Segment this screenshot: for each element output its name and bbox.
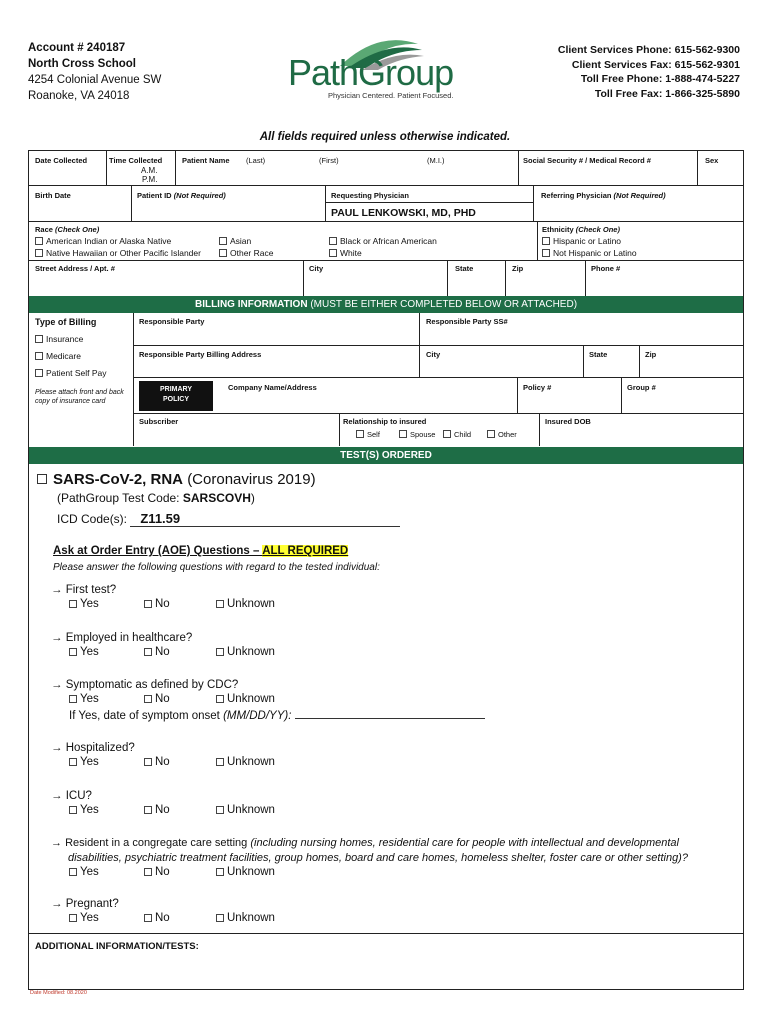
checkbox-icon bbox=[35, 335, 43, 343]
relation-spouse[interactable]: Spouse bbox=[399, 430, 435, 439]
q6-unknown[interactable]: Unknown bbox=[216, 866, 275, 878]
pm-label: P.M. bbox=[142, 175, 158, 184]
q5-yes[interactable]: Yes bbox=[69, 804, 99, 816]
billing-self-pay[interactable]: Patient Self Pay bbox=[35, 368, 106, 378]
subscriber-label: Subscriber bbox=[139, 417, 179, 426]
checkbox-icon bbox=[35, 249, 43, 257]
additional-info-label: ADDITIONAL INFORMATION/TESTS: bbox=[35, 941, 199, 952]
time-collected-label: Time Collected bbox=[109, 156, 163, 165]
billing-state-label: State bbox=[589, 350, 608, 359]
billing-band: BILLING INFORMATION (MUST BE EITHER COMPLETED BELOW OR ATTACHED) bbox=[29, 296, 743, 313]
symptom-onset-line: If Yes, date of symptom onset (MM/DD/YY): bbox=[69, 708, 485, 722]
billing-medicare[interactable]: Medicare bbox=[35, 351, 81, 361]
race-option-4[interactable]: Native Hawaiian or Other Pacific Islander bbox=[35, 248, 201, 258]
q4-unknown[interactable]: Unknown bbox=[216, 756, 275, 768]
toll-free-fax: Toll Free Fax: 1-866-325-5890 bbox=[594, 87, 740, 100]
birth-date-label: Birth Date bbox=[35, 191, 71, 200]
referring-physician-label: Referring Physician (Not Required) bbox=[541, 191, 666, 200]
question-icu: → ICU? bbox=[51, 790, 92, 802]
required-note: All fields required unless otherwise indicated. bbox=[259, 131, 511, 143]
checkbox-icon bbox=[69, 806, 77, 814]
last-name-label: (Last) bbox=[246, 156, 266, 165]
policy-number-label: Policy # bbox=[523, 383, 552, 392]
patient-name-label: Patient Name bbox=[182, 156, 230, 165]
relationship-label: Relationship to insured bbox=[343, 417, 427, 426]
requisition-form bbox=[28, 150, 744, 990]
checkbox-icon bbox=[35, 352, 43, 360]
checkbox-icon bbox=[69, 600, 77, 608]
tests-band: TEST(S) ORDERED bbox=[29, 447, 743, 464]
date-collected-label: Date Collected bbox=[35, 156, 88, 165]
contact-block bbox=[558, 43, 740, 101]
question-congregate: → Resident in a congregate care setting (including nursing homes, residential care for people with intellectual and developmental disabilities, psychiatric treatment facilities, group homes, board and care homes, homeless shelter, foster care or other setting)? bbox=[51, 837, 688, 864]
question-pregnant: → Pregnant? bbox=[51, 898, 119, 910]
checkbox-icon bbox=[144, 758, 152, 766]
checkbox-icon bbox=[216, 600, 224, 608]
icd-code-field[interactable]: Z11.59 bbox=[130, 511, 400, 527]
client-phone: Client Services Phone: 615-562-9300 bbox=[557, 44, 740, 56]
logo-tagline: Physician Centered. Patient Focused. bbox=[328, 91, 454, 100]
q1-yes[interactable]: Yes bbox=[69, 598, 99, 610]
q7-yes[interactable]: Yes bbox=[69, 912, 99, 924]
checkbox-icon bbox=[219, 249, 227, 257]
checkbox-icon bbox=[356, 430, 364, 438]
am-label: A.M. bbox=[141, 166, 158, 175]
date-modified: Date Modified: 08.2020 bbox=[30, 990, 87, 996]
test-sars-cov-2[interactable]: SARS-CoV-2, RNA (Coronavirus 2019) bbox=[37, 471, 316, 488]
sex-label: Sex bbox=[705, 156, 719, 165]
logo-text: PathGroup bbox=[288, 52, 454, 93]
checkbox-icon bbox=[144, 914, 152, 922]
address-line-1: 4254 Colonial Avenue SW bbox=[28, 74, 162, 86]
checkbox-icon bbox=[329, 237, 337, 245]
checkbox-icon bbox=[216, 806, 224, 814]
responsible-ss-label: Responsible Party SS# bbox=[426, 317, 508, 326]
q5-no[interactable]: No bbox=[144, 804, 170, 816]
q3-yes[interactable]: Yes bbox=[69, 693, 99, 705]
street-address-label: Street Address / Apt. # bbox=[35, 264, 115, 273]
race-option-2[interactable]: Asian bbox=[219, 236, 251, 246]
checkbox-icon bbox=[216, 758, 224, 766]
checkbox-icon bbox=[69, 695, 77, 703]
race-option-6[interactable]: White bbox=[329, 248, 362, 258]
race-option-5[interactable]: Other Race bbox=[219, 248, 273, 258]
q2-unknown[interactable]: Unknown bbox=[216, 646, 275, 658]
q7-no[interactable]: No bbox=[144, 912, 170, 924]
q3-unknown[interactable]: Unknown bbox=[216, 693, 275, 705]
relation-other[interactable]: Other bbox=[487, 430, 517, 439]
q5-unknown[interactable]: Unknown bbox=[216, 804, 275, 816]
q4-no[interactable]: No bbox=[144, 756, 170, 768]
checkbox-icon bbox=[216, 914, 224, 922]
q3-no[interactable]: No bbox=[144, 693, 170, 705]
address-line-2: Roanoke, VA 24018 bbox=[28, 90, 130, 102]
checkbox-icon bbox=[443, 430, 451, 438]
school-name: North Cross School bbox=[28, 58, 136, 70]
checkbox-icon bbox=[487, 430, 495, 438]
toll-free-phone: Toll Free Phone: 1-888-474-5227 bbox=[580, 73, 740, 85]
q6-no[interactable]: No bbox=[144, 866, 170, 878]
checkbox-icon bbox=[37, 474, 47, 484]
checkbox-icon bbox=[144, 806, 152, 814]
account-block bbox=[28, 40, 161, 104]
responsible-party-label: Responsible Party bbox=[139, 317, 205, 326]
icd-code-line: ICD Code(s): Z11.59 bbox=[57, 511, 400, 527]
question-symptomatic: → Symptomatic as defined by CDC? bbox=[51, 679, 239, 691]
checkbox-icon bbox=[542, 249, 550, 257]
ethnicity-option-2[interactable]: Not Hispanic or Latino bbox=[542, 248, 637, 258]
account-number: Account # 240187 bbox=[28, 42, 126, 54]
ssn-label: Social Security # / Medical Record # bbox=[523, 156, 651, 165]
q4-yes[interactable]: Yes bbox=[69, 756, 99, 768]
q6-yes[interactable]: Yes bbox=[69, 866, 99, 878]
checkbox-icon bbox=[329, 249, 337, 257]
race-option-3[interactable]: Black or African American bbox=[329, 236, 437, 246]
group-number-label: Group # bbox=[627, 383, 656, 392]
q2-yes[interactable]: Yes bbox=[69, 646, 99, 658]
checkbox-icon bbox=[542, 237, 550, 245]
q1-unknown[interactable]: Unknown bbox=[216, 598, 275, 610]
checkbox-icon bbox=[35, 237, 43, 245]
mi-label: (M.I.) bbox=[427, 156, 445, 165]
checkbox-icon bbox=[69, 648, 77, 656]
checkbox-icon bbox=[216, 695, 224, 703]
phone-label: Phone # bbox=[591, 264, 621, 273]
pathgroup-logo bbox=[288, 36, 488, 102]
ethnicity-option-1[interactable]: Hispanic or Latino bbox=[542, 236, 621, 246]
checkbox-icon bbox=[35, 369, 43, 377]
aoe-title: Ask at Order Entry (AOE) Questions – ALL REQUIRED bbox=[53, 545, 349, 557]
aoe-note: Please answer the following questions with regard to the tested individual: bbox=[53, 562, 380, 573]
q1-no[interactable]: No bbox=[144, 598, 170, 610]
checkbox-icon bbox=[216, 648, 224, 656]
checkbox-icon bbox=[69, 758, 77, 766]
ethnicity-label: Ethnicity (Check One) bbox=[542, 225, 620, 234]
question-hospitalized: → Hospitalized? bbox=[51, 742, 135, 754]
billing-city-label: City bbox=[426, 350, 441, 359]
checkbox-icon bbox=[219, 237, 227, 245]
patient-id-label: Patient ID (Not Required) bbox=[137, 191, 226, 200]
relation-child[interactable]: Child bbox=[443, 430, 471, 439]
checkbox-icon bbox=[69, 868, 77, 876]
client-fax: Client Services Fax: 615-562-9301 bbox=[571, 58, 740, 71]
physician-name: PAUL LENKOWSKI, MD, PHD bbox=[331, 207, 476, 219]
checkbox-icon bbox=[216, 868, 224, 876]
checkbox-icon bbox=[144, 695, 152, 703]
checkbox-icon bbox=[69, 914, 77, 922]
billing-zip-label: Zip bbox=[645, 350, 657, 359]
company-label: Company Name/Address bbox=[228, 383, 317, 392]
race-option-1[interactable]: American Indian or Alaska Native bbox=[35, 236, 171, 246]
billing-insurance[interactable]: Insurance bbox=[35, 334, 83, 344]
checkbox-icon bbox=[144, 648, 152, 656]
checkbox-icon bbox=[144, 600, 152, 608]
test-code-line: (PathGroup Test Code: SARSCOVH) bbox=[57, 491, 255, 505]
primary-policy-badge: PRIMARY POLICY bbox=[139, 381, 213, 411]
checkbox-icon bbox=[144, 868, 152, 876]
symptom-onset-field[interactable] bbox=[295, 708, 485, 719]
race-label: Race (Check One) bbox=[35, 225, 100, 234]
insurance-card-note: Please attach front and back copy of insurance card bbox=[35, 389, 124, 405]
responsible-address-label: Responsible Party Billing Address bbox=[139, 350, 262, 359]
state-label: State bbox=[455, 264, 474, 273]
question-first-test: → First test? bbox=[51, 584, 117, 596]
type-of-billing-label: Type of Billing bbox=[35, 317, 97, 327]
relation-self[interactable]: Self bbox=[356, 430, 380, 439]
question-healthcare: → Employed in healthcare? bbox=[51, 632, 193, 644]
city-label: City bbox=[309, 264, 324, 273]
zip-label: Zip bbox=[512, 264, 524, 273]
q2-no[interactable]: No bbox=[144, 646, 170, 658]
requesting-physician-label: Requesting Physician bbox=[331, 191, 409, 200]
first-name-label: (First) bbox=[319, 156, 339, 165]
q7-unknown[interactable]: Unknown bbox=[216, 912, 275, 924]
checkbox-icon bbox=[399, 430, 407, 438]
insured-dob-label: Insured DOB bbox=[545, 417, 591, 426]
